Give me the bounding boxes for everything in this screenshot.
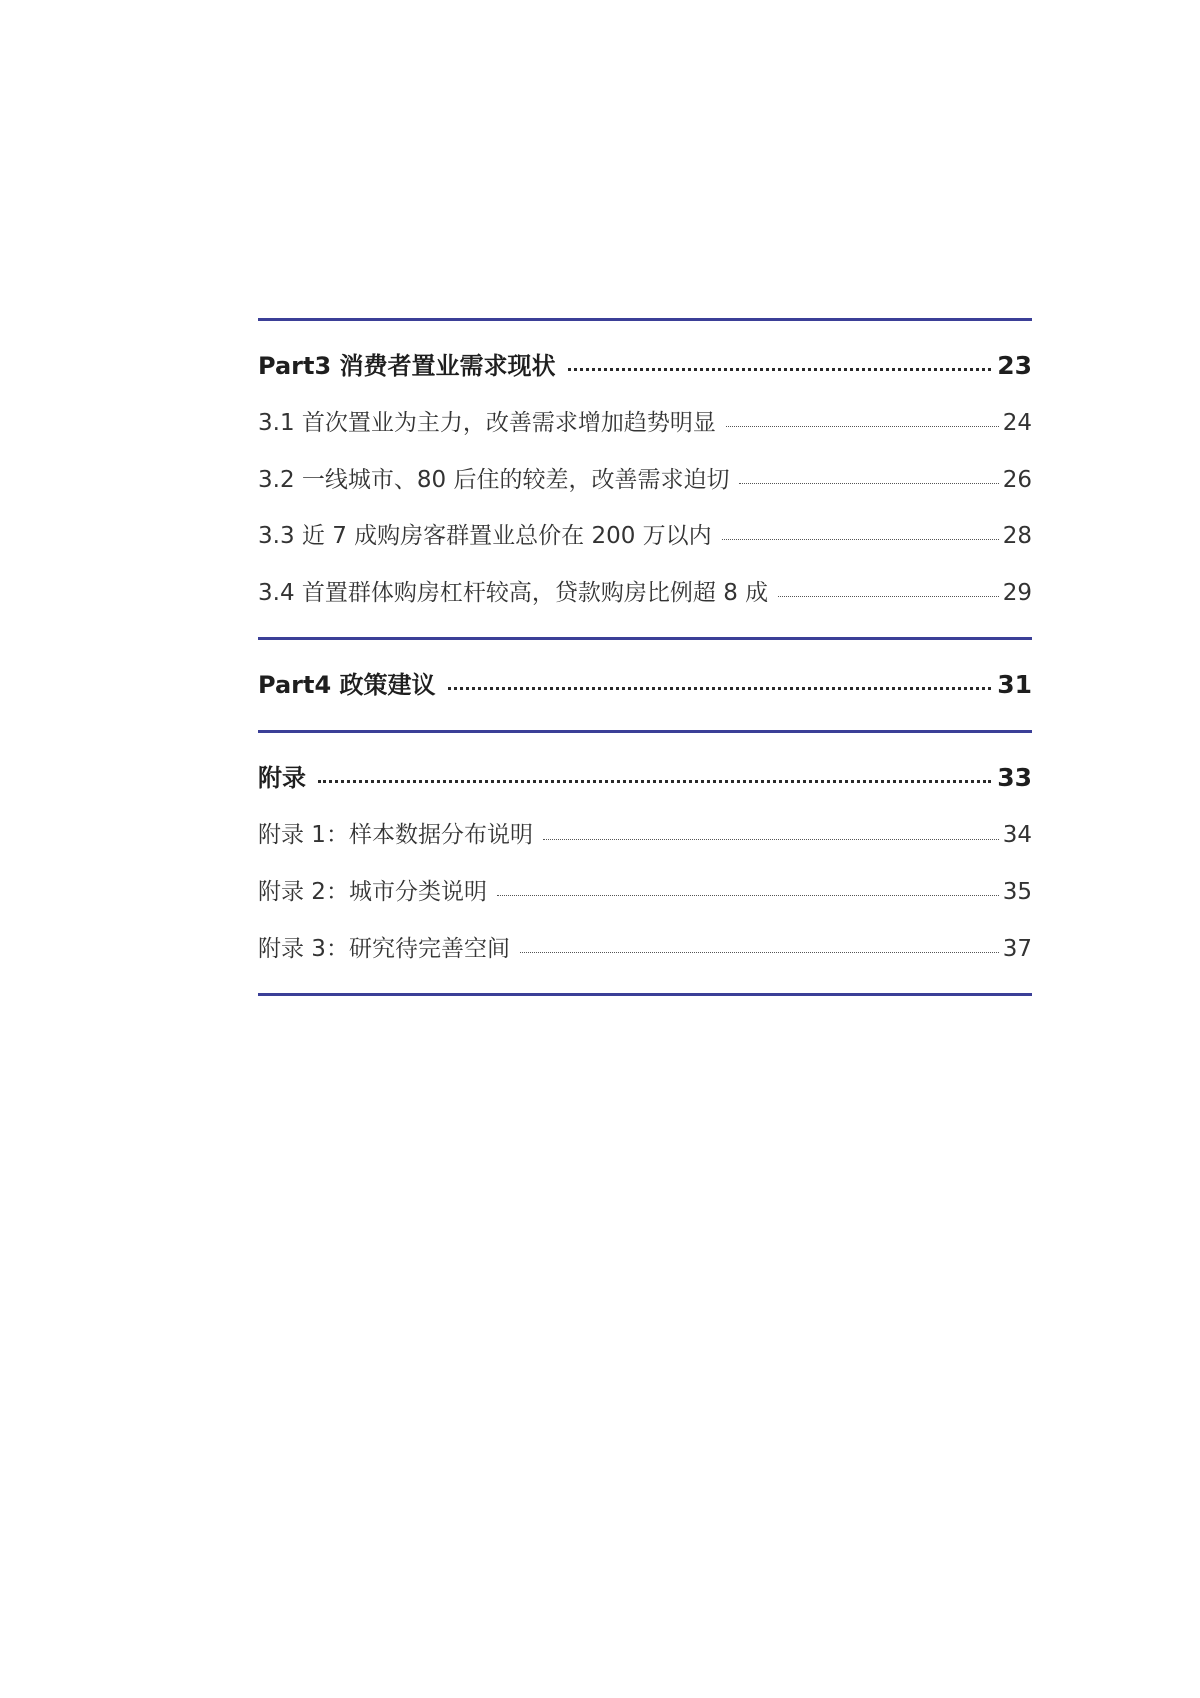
toc-entry-3-3[interactable] — [258, 523, 1032, 551]
dot-leader — [448, 687, 992, 690]
dot-leader — [778, 596, 999, 597]
toc-page-number: 28 — [1002, 523, 1032, 550]
toc-page-number: 23 — [997, 351, 1032, 380]
toc-entry-appendix-3[interactable] — [258, 936, 1032, 964]
toc-entry-label: 3.3 近 7 成购房客群置业总价在 200 万以内 — [258, 523, 712, 550]
toc-entry-appendix[interactable] — [258, 763, 1032, 793]
toc-page-number: 34 — [1002, 822, 1032, 849]
toc-entry-part3[interactable] — [258, 351, 1032, 381]
toc-entry-label: 3.2 一线城市、80 后住的较差，改善需求迫切 — [258, 466, 730, 493]
toc-page-number: 37 — [1002, 935, 1032, 962]
toc-entry-part4[interactable] — [258, 670, 1032, 700]
toc-entry-label: Part3 消费者置业需求现状 — [258, 352, 556, 380]
toc-entry-label: 附录 2：城市分类说明 — [258, 878, 487, 905]
toc-page-number: 24 — [1002, 410, 1032, 436]
toc-entry-label: 附录 3：研究待完善空间 — [258, 935, 510, 962]
dot-leader — [726, 426, 999, 427]
toc-entry-appendix-2[interactable] — [258, 879, 1032, 907]
toc-entry-3-1[interactable] — [258, 410, 1032, 438]
toc-entry-label: Part4 政策建议 — [258, 671, 436, 700]
toc-entry-label: 附录 — [258, 764, 306, 793]
toc-section-appendix — [258, 733, 1032, 993]
toc-entry-label: 附录 1：样本数据分布说明 — [258, 822, 533, 849]
toc-page-number: 29 — [1002, 579, 1032, 606]
toc-page-number: 35 — [1002, 878, 1032, 905]
toc-entry-label: 3.1 首次置业为主力，改善需求增加趋势明显 — [258, 410, 716, 436]
toc-entry-appendix-1[interactable] — [258, 822, 1032, 850]
toc-section-part4 — [258, 640, 1032, 730]
toc-page-number: 26 — [1002, 466, 1032, 493]
toc-entry-3-2[interactable] — [258, 467, 1032, 495]
divider-rule — [258, 993, 1032, 996]
toc-entry-3-4[interactable] — [258, 580, 1032, 608]
dot-leader — [318, 780, 991, 783]
toc-page-number: 31 — [997, 670, 1032, 700]
toc-entry-label: 3.4 首置群体购房杠杆较高，贷款购房比例超 8 成 — [258, 579, 769, 606]
dot-leader — [722, 539, 999, 540]
toc-page-number: 33 — [997, 763, 1032, 793]
dot-leader — [497, 895, 999, 896]
dot-leader — [520, 952, 999, 953]
dot-leader — [739, 483, 998, 484]
table-of-contents — [258, 318, 1032, 996]
dot-leader — [543, 839, 999, 840]
toc-section-part3 — [258, 321, 1032, 637]
dot-leader — [568, 368, 992, 371]
